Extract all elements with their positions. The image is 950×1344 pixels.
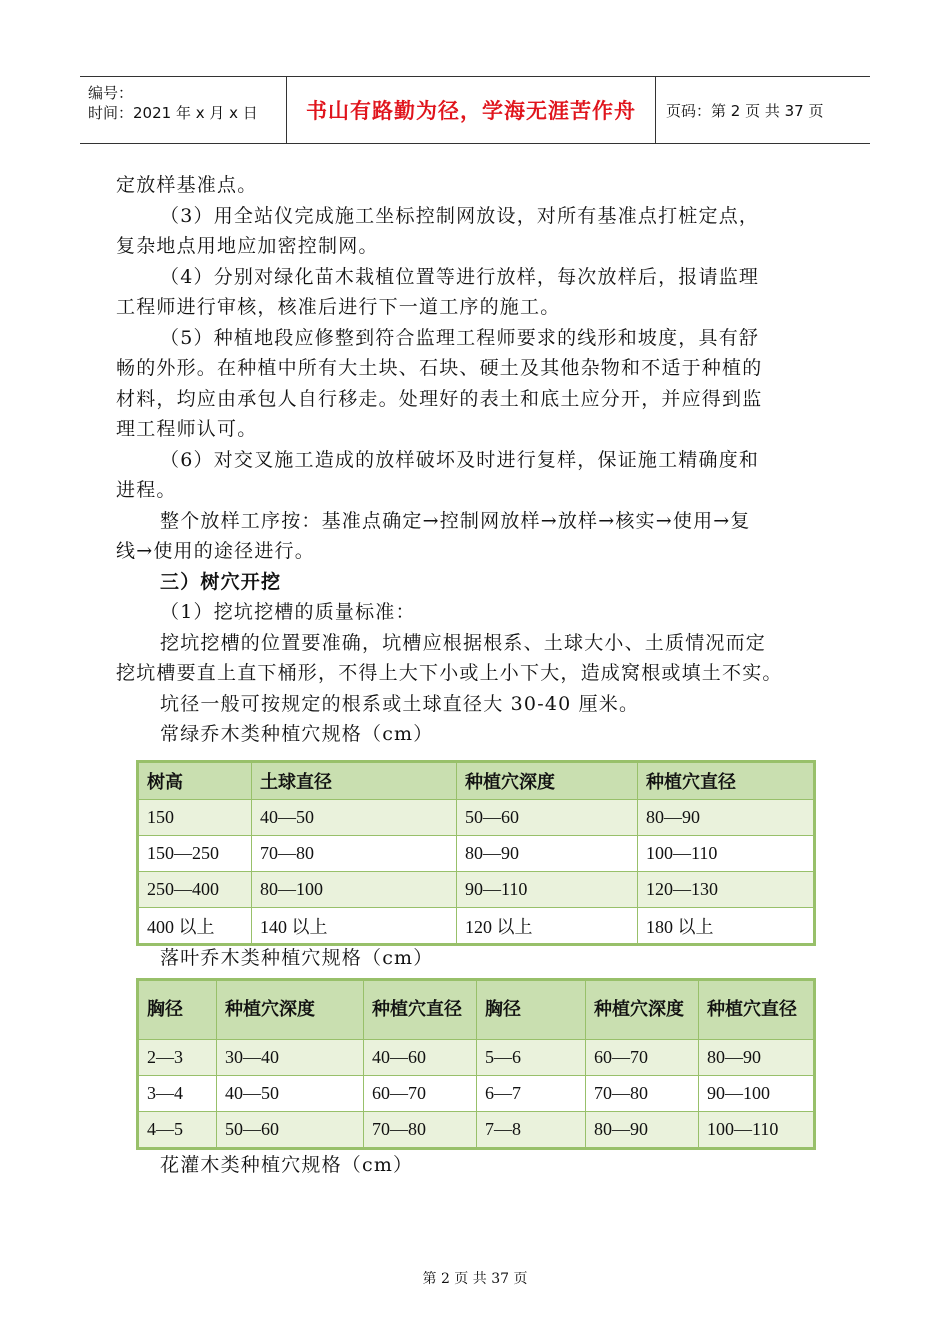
table-row [138,836,815,872]
table-header-row [138,762,815,800]
paragraph-line: 进程。 [116,479,177,501]
paragraph-line: 理工程师认可。 [116,418,258,440]
table-cell: 140 以上 [252,908,457,945]
table-header-cell: 胸径 [138,980,217,1040]
paragraph-line: 畅的外形。在种植中所有大土块、石块、硬土及其他杂物和不适于种植的 [116,357,763,379]
paragraph-line: 坑径一般可按规定的根系或土球直径大 30-40 厘米。 [160,692,640,715]
table-cell: 3—4 [138,1076,217,1112]
table-row [138,872,815,908]
table-cell: 70—80 [586,1076,699,1112]
table-cell: 50—60 [217,1112,364,1149]
header-motto: 书山有路勤为径，学海无涯苦作舟 [286,77,656,143]
table-cell: 90—110 [457,872,638,908]
table-header-cell: 胸径 [477,980,586,1040]
table-header-cell: 树高 [138,762,252,800]
paragraph-line: 挖坑槽要直上直下桶形，不得上大下小或上小下大，造成窝根或填土不实。 [116,662,783,684]
table-cell: 80—100 [252,872,457,908]
table3-caption: 花灌木类种植穴规格（cm） [160,1154,414,1176]
table-cell: 150—250 [138,836,252,872]
table-cell: 50—60 [457,800,638,836]
paragraph-line: 整个放样工序按：基准点确定→控制网放样→放样→核实→使用→复 [160,509,751,532]
paragraph-line: （3）用全站仪完成施工坐标控制网放设，对所有基准点打桩定点， [160,204,760,227]
header-meta [88,83,294,139]
section-title: 三）树穴开挖 [160,570,282,593]
paragraph-line: 挖坑挖槽的位置要准确，坑槽应根据根系、土球大小、土质情况而定 [160,631,767,654]
table-cell: 150 [138,800,252,836]
deciduous-tree-table [136,978,816,1150]
table-cell: 40—50 [217,1076,364,1112]
table-cell: 30—40 [217,1040,364,1076]
table-cell: 5—6 [477,1040,586,1076]
table-row [138,1076,815,1112]
table-cell: 4—5 [138,1112,217,1149]
table-cell: 120 以上 [457,908,638,945]
paragraph-line: 材料，均应由承包人自行移走。处理好的表土和底土应分开，并应得到监 [116,387,763,410]
table-cell: 80—90 [457,836,638,872]
paragraph-line: （4）分别对绿化苗木栽植位置等进行放样，每次放样后，报请监理 [160,265,760,288]
paragraph-line: （5）种植地段应修整到符合监理工程师要求的线形和坡度，具有舒 [160,326,760,349]
table-cell: 40—60 [364,1040,477,1076]
table-cell: 90—100 [699,1076,815,1112]
table-cell: 70—80 [364,1112,477,1149]
table-header-cell: 种植穴深度 [586,980,699,1040]
table-cell: 7—8 [477,1112,586,1149]
header-page-info: 页码：第 2 页 共 37 页 [666,101,824,120]
table-cell: 60—70 [586,1040,699,1076]
paragraph-line: 工程师进行审核，核准后进行下一道工序的施工。 [116,296,561,318]
code-label: 编号： [88,84,134,102]
time-label: 时间：2021 年 x 月 x 日 [88,104,258,122]
table-cell: 6—7 [477,1076,586,1112]
table-header-cell: 种植穴直径 [364,980,477,1040]
paragraph-line: 定放样基准点。 [116,174,258,196]
table-header-cell: 种植穴直径 [699,980,815,1040]
table-cell: 100—110 [638,836,815,872]
paragraph-line: （1）挖坑挖槽的质量标准： [160,601,416,623]
paragraph-line: （6）对交叉施工造成的放样破坏及时进行复样，保证施工精确度和 [160,448,760,471]
table-cell: 250—400 [138,872,252,908]
table-row [138,1040,815,1076]
paragraph-line: 复杂地点用地应加密控制网。 [116,235,379,257]
table-row [138,1112,815,1149]
table-header-row [138,980,815,1040]
table-cell: 120—130 [638,872,815,908]
paragraph-line: 常绿乔木类种植穴规格（cm） [160,723,434,745]
table-row [138,908,815,945]
table-header-cell: 种植穴直径 [638,762,815,800]
table-header-cell: 种植穴深度 [457,762,638,800]
table2-caption: 落叶乔木类种植穴规格（cm） [160,947,434,969]
table-cell: 80—90 [699,1040,815,1076]
table-cell: 80—90 [586,1112,699,1149]
table-header-cell: 种植穴深度 [217,980,364,1040]
table-cell: 400 以上 [138,908,252,945]
table-cell: 100—110 [699,1112,815,1149]
table-cell: 40—50 [252,800,457,836]
paragraph-group-1 [116,170,836,567]
table-cell: 70—80 [252,836,457,872]
document-body [116,170,836,750]
table-cell: 2—3 [138,1040,217,1076]
evergreen-tree-table [136,760,816,946]
paragraph-line: 线→使用的途径进行。 [116,540,315,562]
table-header-cell: 土球直径 [252,762,457,800]
table-cell: 180 以上 [638,908,815,945]
page-header [80,76,870,144]
table-cell: 80—90 [638,800,815,836]
paragraph-group-2 [116,597,836,750]
page-footer: 第 2 页 共 37 页 [422,1271,528,1287]
table-cell: 60—70 [364,1076,477,1112]
table-row [138,800,815,836]
